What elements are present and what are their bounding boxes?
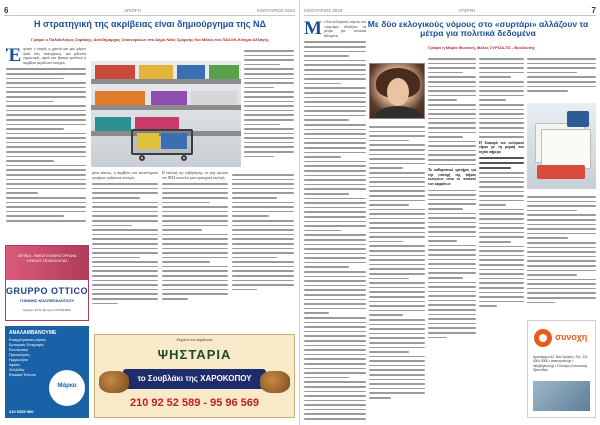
- left-column-1: [6, 47, 86, 239]
- right-column-5-top: [527, 55, 596, 100]
- gyros-image: [260, 371, 290, 393]
- right-col4-emphasis: Η διαφορά του εκλογικού νόμου με τη μορφή που ισχύει σήμερα: [479, 140, 524, 154]
- print-ad-phone: 210 9355 960: [9, 409, 34, 414]
- right-header-rule: [304, 15, 596, 16]
- otticq-owner: ΓΙΑΝΝΗΣ ΚΟΛΥΜΠΑΛΟΓΛΟΥ: [19, 298, 75, 303]
- left-col3-lead: Η επιλογή της κυβέρνησης, να μην μειώσει τον ΦΠΑ αποτελεί μια στρατηγική επιλογή.: [162, 171, 228, 180]
- left-column-4-top: [244, 47, 294, 167]
- left-column-2: [92, 171, 158, 331]
- otticq-brand: GRUPPO OTTICO: [6, 286, 89, 296]
- right-date: ΙΑΝΟΥΑΡΙΟΣ 2023: [304, 7, 343, 13]
- souvlaki-image: [99, 371, 129, 393]
- right-col3-emphasis: Το καθοριστικό κριτήριο για την επιλογή της ψήφου εκλογείων είναι το ποσοστό των κομμάτων: [428, 168, 476, 187]
- otticq-tagline: ΟΠΤΙΚΑ - ΦΑΚΟΙ ΕΠΑΦΗΣ ΟΡΓΑΝΑ ΥΨΗΛΗΣ ΤΕΧΝΟΛΟΓΙΑΣ: [17, 254, 77, 263]
- left-col2-lead: μένα κάστος, η ακρίβεια στα καταστήματα τροφίμων αυξάνεται συνεχώς.: [92, 171, 158, 180]
- gruppo-ottico-ad[interactable]: [5, 245, 89, 321]
- print-services-ad[interactable]: [5, 326, 89, 418]
- psistaria-brand: ΨΗΣΤΑΡΙΑ: [157, 347, 232, 362]
- right-headline: Με δύο εκλογικούς νόμους στο «συρτάρι» αλλάζουν τα μέτρα για πολιτικά δεδομένα: [367, 19, 589, 39]
- left-col1-body: [6, 68, 86, 221]
- right-dropcap: Μ: [304, 20, 322, 39]
- synoxi-info: Αριστάρχου 42, Νέα Σμύρνη • Τηλ. 211 4004 0000 • www.synoxi.gr • info@synoxi.gr • Σύλλογος Κοινωνικής Φροντίδας: [533, 355, 588, 373]
- psistaria-tagline: Ψημένα στα κάρβουνα: [176, 338, 213, 342]
- print-ad-heading: ΑΝΑΛΑΜΒΑΝΟΥΜΕ: [9, 330, 57, 336]
- left-date: ΙΑΝΟΥΑΡΙΟΣ 2023: [256, 7, 295, 13]
- left-header-rule: [4, 15, 295, 16]
- psistaria-banner: το Σουβλάκι της ΧΑΡΟΚΟΠΟΥ: [123, 369, 266, 389]
- synoxi-ad[interactable]: [527, 320, 596, 418]
- left-column-4: [232, 171, 294, 331]
- right-byline: Γράφει η Μαρία Φωτεινή, Μέλος ΣΥΡΙΖΑ-ΠΣ - Βουλευτής: [428, 45, 535, 50]
- synoxi-logo-icon: [534, 329, 552, 347]
- otticq-address: Ομήρου 18 Ν. Σμύρνη 210 9313511: [23, 308, 71, 312]
- shopping-cart-photo: [91, 61, 241, 167]
- synoxi-image: [533, 381, 590, 411]
- print-ad-list: Επαγγελματικές κάρτες Εμπορικές Επιγραφές Εκτυπώσεις Προσκλήσεις Ημερολόγια Αφίσες Φυλλάδια Εταιρικά Έντυπα: [9, 338, 46, 377]
- documents-photo: [527, 103, 596, 189]
- left-byline: Γράφει ο Παλαίολογος Σαράκης, Αντιδήμαρχος Οικονομικών στο Δήμο Νέας Σμύρνης Και Μέλος του ΠΑΣΟΚ-Κίνημα Αλλαγής: [31, 37, 269, 42]
- left-page-header: [4, 6, 295, 14]
- right-column-2: [369, 123, 425, 420]
- left-column-3: [162, 171, 228, 331]
- left-page-number: 6: [4, 5, 9, 15]
- left-headline: Η στρατηγική της ακρίβειας είναι δημιούργημα της ΝΔ: [34, 19, 266, 29]
- right-column-4: [479, 55, 524, 420]
- right-column-1: [304, 20, 366, 420]
- psistaria-phone: 210 92 52 589 - 95 96 569: [129, 397, 260, 409]
- psistaria-ad[interactable]: [94, 334, 295, 418]
- right-page-header: [304, 6, 596, 14]
- left-section-label: ΑΠΟΨΗ: [124, 7, 141, 13]
- print-ad-logo: Μάρκο: [49, 370, 85, 406]
- right-page-number: 7: [591, 5, 596, 15]
- right-section-label: ΑΠΟΨΗ: [458, 7, 476, 13]
- right-column-3: [428, 55, 476, 420]
- right-col1-lead: ε δύο εκλογικούς νόμους στο «συρτάρι» αλλάζουν τα μέτρα για πολιτικά δεδομένα.: [323, 20, 366, 38]
- author-portrait: [369, 63, 425, 119]
- synoxi-wordmark: συνοχη: [555, 332, 588, 342]
- right-column-5: [527, 193, 596, 317]
- left-col1-lead: φτασε ο καιρός η χρονιά και μας φέρνει ξανά νέες ανατιμήσεις, και μάλιστα σημαντικές, αφού στα βασικά προϊόντα η ακρίβεια μεγαλώνει συνεχώς.: [23, 47, 86, 65]
- right-page: [300, 0, 600, 425]
- left-dropcap: Έ: [6, 47, 22, 66]
